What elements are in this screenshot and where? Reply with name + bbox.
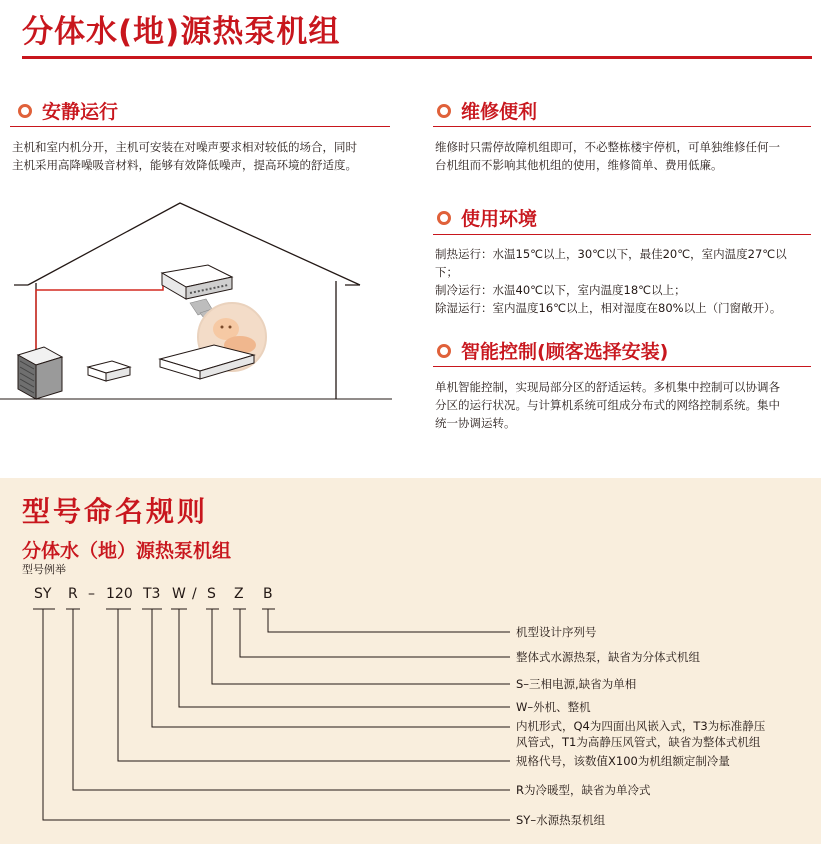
code-token-s: S — [207, 586, 216, 602]
section-heading-control: 智能控制(顾客选择安装) — [437, 337, 668, 364]
section-heading-quiet: 安静运行 — [18, 97, 118, 124]
section-heading-environment: 使用环境 — [437, 204, 537, 231]
desc-indoor-type-line2: 风管式，T1为高静压风管式，缺省为整体式机组 — [516, 735, 761, 749]
bullet-icon — [18, 104, 32, 118]
code-token-t3: T3 — [143, 586, 161, 602]
furniture-box — [88, 361, 130, 381]
desc-integral-unit: 整体式水源热泵，缺省为分体式机组 — [516, 650, 700, 664]
bullet-icon — [437, 211, 451, 225]
code-token-z: Z — [234, 586, 244, 602]
section-divider — [433, 366, 811, 367]
code-token-sy: SY — [34, 586, 52, 602]
code-token-w: W — [172, 586, 186, 602]
code-token-b: B — [263, 586, 273, 602]
code-token-120: 120 — [106, 586, 133, 602]
desc-water-source: SY–水源热泵机组 — [516, 813, 606, 827]
indoor-unit — [162, 265, 232, 299]
desc-outdoor-unit: W–外机、整机 — [516, 700, 591, 714]
desc-heat-cool: R为冷暖型，缺省为单冷式 — [516, 783, 651, 797]
bullet-icon — [437, 104, 451, 118]
page-title: 分体水(地)源热泵机组 — [22, 14, 341, 50]
section-heading-maintenance: 维修便利 — [437, 97, 537, 124]
section-text-maintenance: 维修时只需停故障机组即可，不必整栋楼宇停机，可单独维修任何一 台机组而不影响其他机组的使用，维修简单、费用低廉。 — [435, 140, 780, 172]
naming-example-label: 型号例举 — [22, 563, 66, 576]
section-text-control: 单机智能控制，实现局部分区的舒适运转。多机集中控制可以协调各 分区的运行状况。与计算机系统可组成分布式的网络控制系统。集中 统一协调运转。 — [435, 380, 780, 430]
code-token-dash: – — [88, 586, 95, 602]
house-illustration — [0, 195, 400, 410]
section-divider — [10, 126, 390, 127]
bullet-icon — [437, 344, 451, 358]
section-divider — [433, 126, 811, 127]
outdoor-unit — [18, 347, 62, 399]
section-text-quiet: 主机和室内机分开，主机可安装在对噪声要求相对较低的场合，同时 主机采用高降噪吸音材料，能够有效降低噪声，提高环境的舒适度。 — [12, 140, 357, 172]
section-text-environment: 制热运行：水温15℃以上，30℃以下，最佳20℃，室内温度27℃以 下； 制冷运行：水温40℃以下，室内温度18℃以上； 除湿运行：室内温度16℃以上，相对湿度在80%以上（门窗敞开）。 — [435, 247, 787, 315]
desc-three-phase: S–三相电源,缺省为单相 — [516, 677, 637, 691]
section-divider — [433, 234, 811, 235]
naming-title: 型号命名规则 — [22, 495, 209, 528]
naming-subtitle: 分体水（地）源热泵机组 — [22, 540, 232, 562]
desc-indoor-type-line1: 内机形式，Q4为四面出风嵌入式，T3为标准静压 — [516, 719, 766, 733]
code-token-r: R — [68, 586, 78, 602]
code-token-slash: / — [192, 586, 197, 602]
desc-series-number: 机型设计序列号 — [516, 625, 597, 639]
naming-connector-lines — [0, 600, 821, 830]
desc-capacity-code: 规格代号，该数值X100为机组额定制冷量 — [516, 754, 730, 768]
refrigerant-pipe — [36, 277, 163, 355]
title-divider — [22, 56, 812, 59]
